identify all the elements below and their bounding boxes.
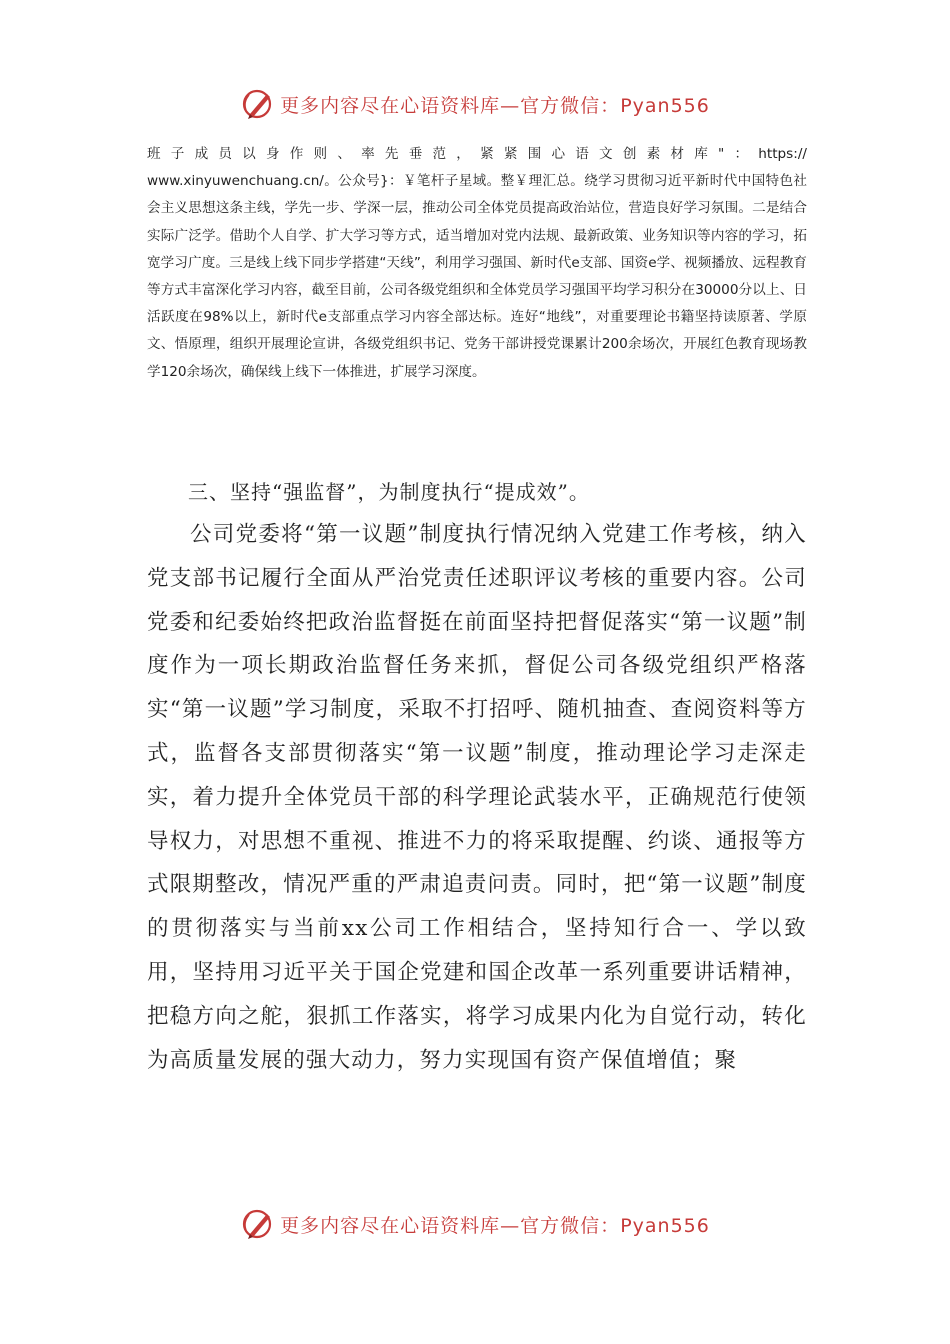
banner-separator: —: [500, 94, 521, 117]
pen-logo-icon: [240, 1206, 276, 1242]
pen-logo-icon: [240, 86, 276, 122]
banner-wechat-label: 官方微信：: [520, 94, 621, 117]
footer-banner: [0, 1200, 950, 1248]
section-heading: 三、坚持“强监督”，为制度执行“提成效”。: [188, 480, 590, 504]
banner-text: [280, 91, 710, 118]
intro-first-line: 班子成员以身作则、率先垂范，紧紧围心语文创素材库"：https://: [147, 146, 807, 162]
body-paragraph: 公司党委将“第一议题”制度执行情况纳入党建工作考核，纳入党支部书记履行全面从严治党责任述职评议考核的重要内容。公司党委和纪委始终把政治监督挺在前面坚持把督促落实“第一议题”制度作为一项长期政治监督任务来抓，督促公司各级党组织严格落实“第一议题”学习制度，采取不打招呼、随机抽查、查阅资料等方式，监督各支部贯彻落实“第一议题”制度，推动理论学习走深走实，着力提升全体党员干部的科学理论武装水平，正确规范行使领导权力，对思想不重视、推进不力的将采取提醒、约谈、通报等方式限期整改，情况严重的严肃追责问责。同时，把“第一议题”制度的贯彻落实与当前xx公司工作相结合，坚持知行合一、学以致用，坚持用习近平关于国企党建和国企改革一系列重要讲话精神，把稳方向之舵，狠抓工作落实，将学习成果内化为自觉行动，转化为高质量发展的强大动力，努力实现国有资产保值增值；聚: [147, 522, 807, 1073]
banner-wechat-label: 官方微信：: [520, 1214, 621, 1237]
banner-text: [280, 1211, 710, 1238]
intro-paragraph: [147, 141, 807, 386]
banner-separator: —: [500, 1214, 521, 1237]
banner-handle: Pyan556: [620, 94, 710, 117]
banner-title: 更多内容尽在心语资料库: [280, 94, 501, 117]
banner-handle: Pyan556: [620, 1214, 710, 1237]
banner-title: 更多内容尽在心语资料库: [280, 1214, 501, 1237]
intro-rest-text: www.xinyuwenchuang.cn/。公众号}：￥笔杆子星域。整￥理汇总。绕学习贯彻习近平新时代中国特色社会主义思想这条主线，学先一步、学深一层，推动公司全体党员提高政治站位，营造良好学习氛围。二是结合实际广泛学。借助个人自学、扩大学习等方式，适当增加对党内法规、最新政策、业务知识等内容的学习，拓宽学习广度。三是线上线下同步学搭建“天线”，利用学习强国、新时代e支部、国资e学、视频播放、远程教育等方式丰富深化学习内容，截至目前，公司各级党组织和全体党员学习强国平均学习积分在30000分以上、日活跃度在98%以上，新时代e支部重点学习内容全部达标。连好“地线”，对重要理论书籍坚持读原著、学原文、悟原理，组织开展理论宣讲，各级党组织书记、党务干部讲授党课累计200余场次，开展红色教育现场教学120余场次，确保线上线下一体推进，扩展学习深度。: [147, 173, 807, 380]
header-banner: [0, 80, 950, 128]
